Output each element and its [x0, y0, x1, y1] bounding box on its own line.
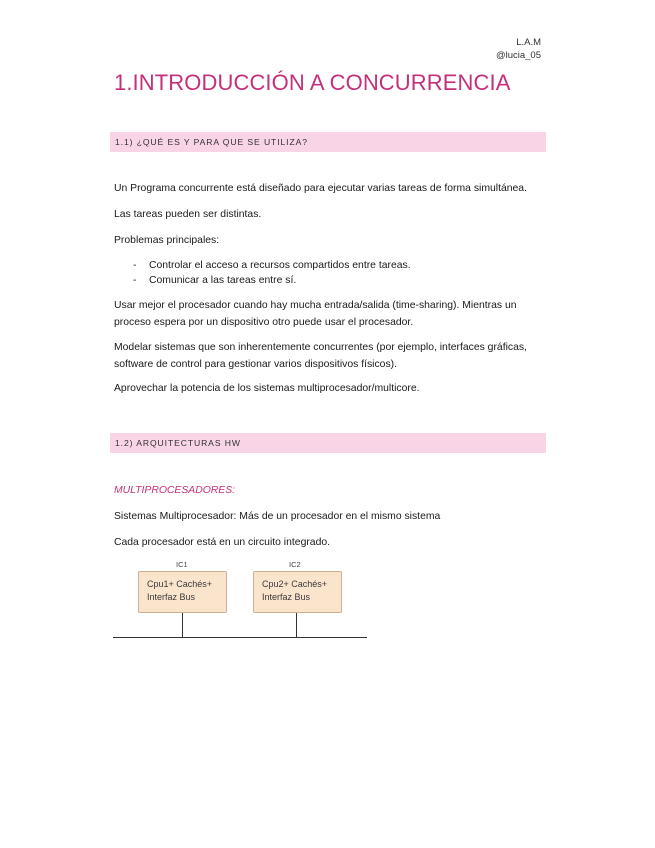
chip-label-ic2: IC2 — [289, 560, 301, 569]
section-heading-1 — [110, 132, 546, 152]
paragraph-time-sharing: Usar mejor el procesador cuando hay mucha entrada/salida (time-sharing). Mientras un proceso espera por un dispositivo otro puede usar el procesador. — [114, 300, 517, 328]
chip-ic1 — [138, 571, 227, 613]
paragraph-multicore: Aprovechar la potencia de los sistemas multiprocesador/multicore. — [114, 383, 420, 394]
chip-ic2 — [253, 571, 342, 613]
author-handle: @lucia_05 — [495, 50, 541, 61]
bullet-dash: - — [133, 260, 137, 271]
subheading-multiprocesadores: MULTIPROCESADORES: — [114, 485, 236, 496]
paragraph-tasks: Las tareas pueden ser distintas. — [114, 209, 262, 220]
list-item-text: Controlar el acceso a recursos compartidos entre tareas. — [149, 260, 411, 271]
section-heading-1-text: 1.1) ¿QUÉ ES Y PARA QUE SE UTILIZA? — [115, 137, 308, 147]
paragraph-modelling: Modelar sistemas que son inherentemente concurrentes (por ejemplo, interfaces gráficas, software de control para gestionar varios dispositivos físicos). — [114, 342, 527, 370]
bullet-dash: - — [133, 275, 137, 286]
author-initials: L.A.M — [516, 37, 541, 48]
section-heading-2-text: 1.2) ARQUITECTURAS HW — [115, 438, 241, 448]
chip-ic2-line1: Cpu2+ Cachés+ — [262, 579, 328, 589]
chip-ic2-line2: Interfaz Bus — [262, 592, 311, 602]
list-item — [114, 258, 411, 273]
chip-ic2-connector — [296, 613, 297, 637]
paragraph-integrated-circuit: Cada procesador está en un circuito integrado. — [114, 537, 331, 548]
paragraph-problems: Problemas principales: — [114, 235, 220, 246]
chip-label-ic1: IC1 — [176, 560, 188, 569]
problems-list — [114, 258, 411, 288]
author-info — [496, 36, 541, 62]
page-title: 1.INTRODUCCIÓN A CONCURRENCIA — [114, 70, 511, 95]
multiprocessor-diagram — [113, 558, 371, 642]
chip-ic1-line1: Cpu1+ Cachés+ — [147, 579, 213, 589]
chip-ic1-line2: Interfaz Bus — [147, 592, 196, 602]
section-heading-2 — [110, 433, 546, 453]
list-item — [114, 273, 411, 288]
paragraph-multiprocessor-systems: Sistemas Multiprocesador: Más de un procesador en el mismo sistema — [114, 511, 441, 522]
chip-ic1-connector — [182, 613, 183, 637]
system-bus-line — [113, 637, 367, 638]
list-item-text: Comunicar a las tareas entre sí. — [149, 275, 297, 286]
paragraph-definition: Un Programa concurrente está diseñado para ejecutar varias tareas de forma simultánea. — [114, 183, 527, 194]
